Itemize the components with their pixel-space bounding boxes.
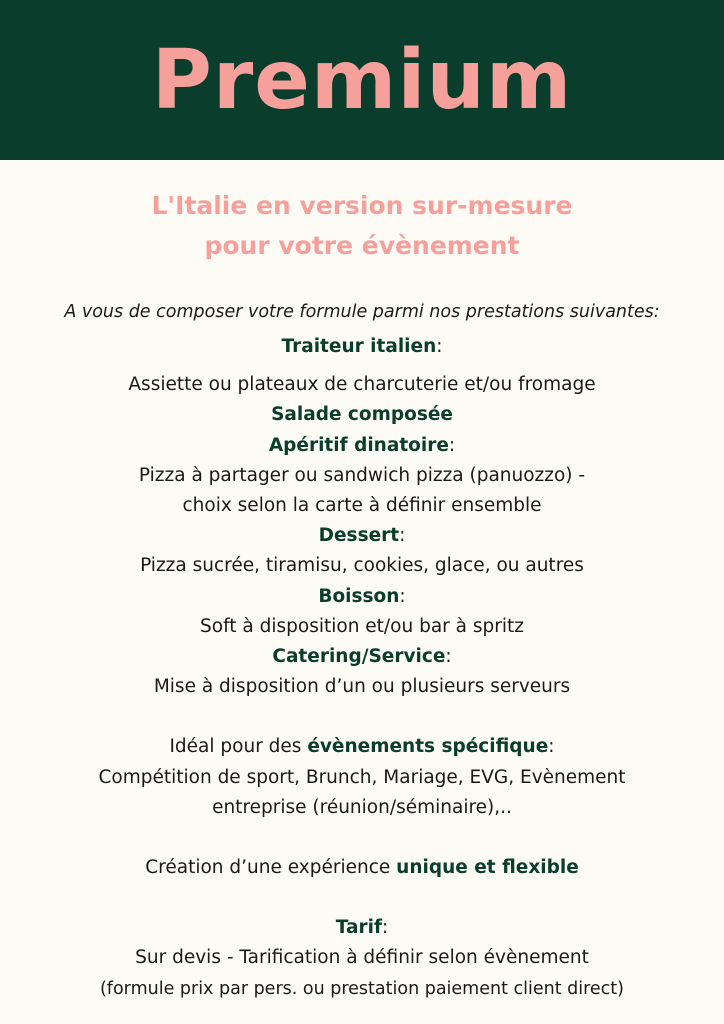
aperitif-text-2: choix selon la carte à définir ensemble [182,495,542,517]
catering-text: Mise à disposition d’un ou plusieurs serveurs [153,676,571,698]
services-list: Traiteur italien: Assiette ou plateaux de charcuterie et/ou fromage Salade composée Apéritif dinatoire: Pizza à partager ou sandwich pizza (panuozzo) - choix selon la carte à définir ensemble Dessert: Pizza sucrée, tiramisu, cookies, glace, ou autres Boisson: Soft à disposition et/ou bar à spritz Catering/Service: Mise à disposition d’un ou plusieurs serveurs Idéal pour des évènements spécifique: Compétition de sport, Brunch, Mariage, EVG, Evènement entreprise (réunion/séminaire),.. Création d’une expérience unique et flexible Tarif: Sur devis - Tarification à définir selon évènement (formule prix par pers. ou prestation paiement client direct) [0,332,724,1004]
catering-heading: Catering/Service [272,646,446,668]
traiteur-heading: Traiteur italien [281,336,437,357]
ideal-text-2: entreprise (réunion/séminaire),.. [212,796,512,818]
aperitif-text-1: Pizza à partager ou sandwich pizza (panuozzo) - [138,464,586,486]
traiteur-text: Assiette ou plateaux de charcuterie et/ou fromage [128,374,596,396]
subtitle-line-1: L'Italie en version sur-mesure [151,191,573,220]
boisson-heading: Boisson [318,585,400,607]
subtitle-line-2: pour votre évènement [204,231,520,260]
ideal-text-1: Compétition de sport, Brunch, Mariage, EVG, Evènement [98,766,626,788]
ideal-prefix: Idéal pour des [169,736,308,758]
boisson-text: Soft à disposition et/ou bar à spritz [200,615,524,637]
subtitle [0,186,724,266]
salade-heading: Salade composée [271,404,453,426]
creation-highlight: unique et flexible [396,857,579,879]
dessert-text: Pizza sucrée, tiramisu, cookies, glace, ou autres [140,555,584,577]
creation-prefix: Création d’une expérience [145,857,397,879]
intro-text: A vous de composer votre formule parmi nos prestations suivantes: [64,302,660,322]
creation-line [0,853,724,883]
tarif-text-2: (formule prix par pers. ou prestation paiement client direct) [99,978,624,999]
dessert-heading: Dessert [318,525,400,547]
ideal-highlight: évènements spécifique [307,736,549,758]
tarif-text-1: Sur devis - Tarification à définir selon évènement [135,947,589,969]
ideal-line: Idéal pour des évènements spécifique: [169,736,555,758]
aperitif-heading: Apéritif dinatoire [268,434,449,456]
header-banner [0,0,724,160]
page-title: Premium [151,32,573,128]
tarif-heading: Tarif [335,917,382,939]
